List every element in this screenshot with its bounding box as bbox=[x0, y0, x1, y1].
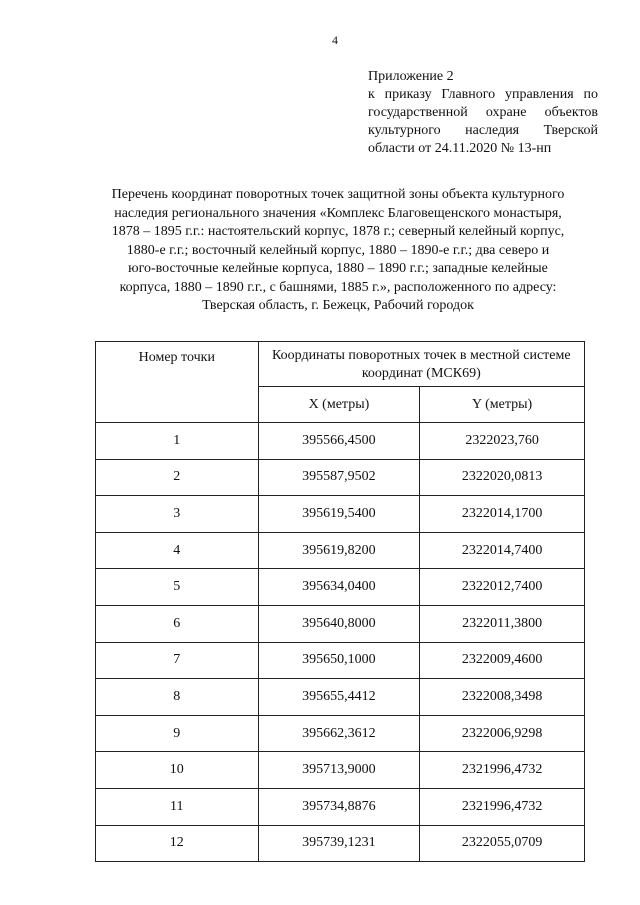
heading-line: корпуса, 1880 – 1890 г.г., с башнями, 1885 г.», расположенного по адресу: bbox=[119, 279, 557, 295]
point-number-cell: 4 bbox=[96, 532, 259, 569]
document-heading bbox=[84, 186, 592, 316]
heading-line: 1878 – 1895 г.г.: настоятельский корпус, 1878 г.; северный келейный корпус, bbox=[111, 224, 565, 239]
table-row bbox=[96, 459, 585, 496]
y-coordinate-cell: 2322020,0813 bbox=[420, 459, 585, 496]
appendix-line: к приказу Главного управления по bbox=[368, 87, 598, 102]
table-row bbox=[96, 532, 585, 569]
heading-line: 1880-е г.г.; восточный келейный корпус, 1880 – 1890-е г.г.; два северо и bbox=[126, 242, 550, 258]
x-coordinate-cell: 395739,1231 bbox=[258, 825, 420, 862]
point-number-cell: 11 bbox=[96, 788, 259, 825]
point-number-cell: 1 bbox=[96, 423, 259, 460]
x-coordinate-cell: 395713,9000 bbox=[258, 752, 420, 789]
appendix-line: государственной охране объектов bbox=[368, 105, 598, 120]
y-coordinate-cell: 2322023,760 bbox=[420, 423, 585, 460]
x-coordinate-cell: 395619,5400 bbox=[258, 496, 420, 533]
point-number-cell: 6 bbox=[96, 605, 259, 642]
y-coordinate-cell: 2322006,9298 bbox=[420, 715, 585, 752]
appendix-header bbox=[368, 68, 598, 158]
table-row bbox=[96, 496, 585, 533]
table-body bbox=[96, 423, 585, 862]
table-row bbox=[96, 569, 585, 606]
x-coordinate-cell: 395734,8876 bbox=[258, 788, 420, 825]
table-row bbox=[96, 642, 585, 679]
x-coordinate-cell: 395650,1000 bbox=[258, 642, 420, 679]
heading-line: Перечень координат поворотных точек защитной зоны объекта культурного bbox=[111, 187, 565, 202]
page-number: 4 bbox=[332, 33, 338, 47]
table-row bbox=[96, 788, 585, 825]
appendix-line: Приложение 2 bbox=[368, 69, 454, 84]
y-coordinate-cell: 2321996,4732 bbox=[420, 752, 585, 789]
point-number-cell: 7 bbox=[96, 642, 259, 679]
table-row bbox=[96, 605, 585, 642]
point-number-cell: 12 bbox=[96, 825, 259, 862]
table-row bbox=[96, 715, 585, 752]
x-coordinate-cell: 395619,8200 bbox=[258, 532, 420, 569]
point-number-cell: 5 bbox=[96, 569, 259, 606]
x-coordinate-cell: 395587,9502 bbox=[258, 459, 420, 496]
coordinates-table bbox=[95, 341, 585, 862]
x-coordinate-cell: 395640,8000 bbox=[258, 605, 420, 642]
table-row bbox=[96, 752, 585, 789]
y-coordinate-cell: 2321996,4732 bbox=[420, 788, 585, 825]
point-number-cell: 9 bbox=[96, 715, 259, 752]
point-number-cell: 8 bbox=[96, 679, 259, 716]
x-header: X (метры) bbox=[258, 387, 420, 423]
point-number-header: Номер точки bbox=[96, 342, 259, 423]
y-coordinate-cell: 2322014,1700 bbox=[420, 496, 585, 533]
heading-line: Тверская область, г. Бежецк, Рабочий городок bbox=[202, 298, 474, 313]
table-row bbox=[96, 825, 585, 862]
heading-line: юго-восточные келейные корпуса, 1880 – 1890 г.г.; западные келейные bbox=[128, 261, 548, 276]
point-number-cell: 10 bbox=[96, 752, 259, 789]
x-coordinate-cell: 395566,4500 bbox=[258, 423, 420, 460]
appendix-line: культурного наследия Тверской bbox=[368, 123, 598, 138]
x-coordinate-cell: 395655,4412 bbox=[258, 679, 420, 716]
appendix-line: области от 24.11.2020 № 13-нп bbox=[368, 141, 552, 156]
x-coordinate-cell: 395634,0400 bbox=[258, 569, 420, 606]
point-number-cell: 2 bbox=[96, 459, 259, 496]
y-coordinate-cell: 2322014,7400 bbox=[420, 532, 585, 569]
coordinates-header: Координаты поворотных точек в местной системе координат (МСК69) bbox=[258, 342, 584, 387]
y-coordinate-cell: 2322055,0709 bbox=[420, 825, 585, 862]
table-row bbox=[96, 423, 585, 460]
y-coordinate-cell: 2322012,7400 bbox=[420, 569, 585, 606]
y-coordinate-cell: 2322011,3800 bbox=[420, 605, 585, 642]
y-coordinate-cell: 2322008,3498 bbox=[420, 679, 585, 716]
y-coordinate-cell: 2322009,4600 bbox=[420, 642, 585, 679]
y-header: Y (метры) bbox=[420, 387, 585, 423]
x-coordinate-cell: 395662,3612 bbox=[258, 715, 420, 752]
point-number-cell: 3 bbox=[96, 496, 259, 533]
table-row bbox=[96, 679, 585, 716]
heading-line: наследия регионального значения «Комплекс Благовещенского монастыря, bbox=[114, 205, 562, 221]
